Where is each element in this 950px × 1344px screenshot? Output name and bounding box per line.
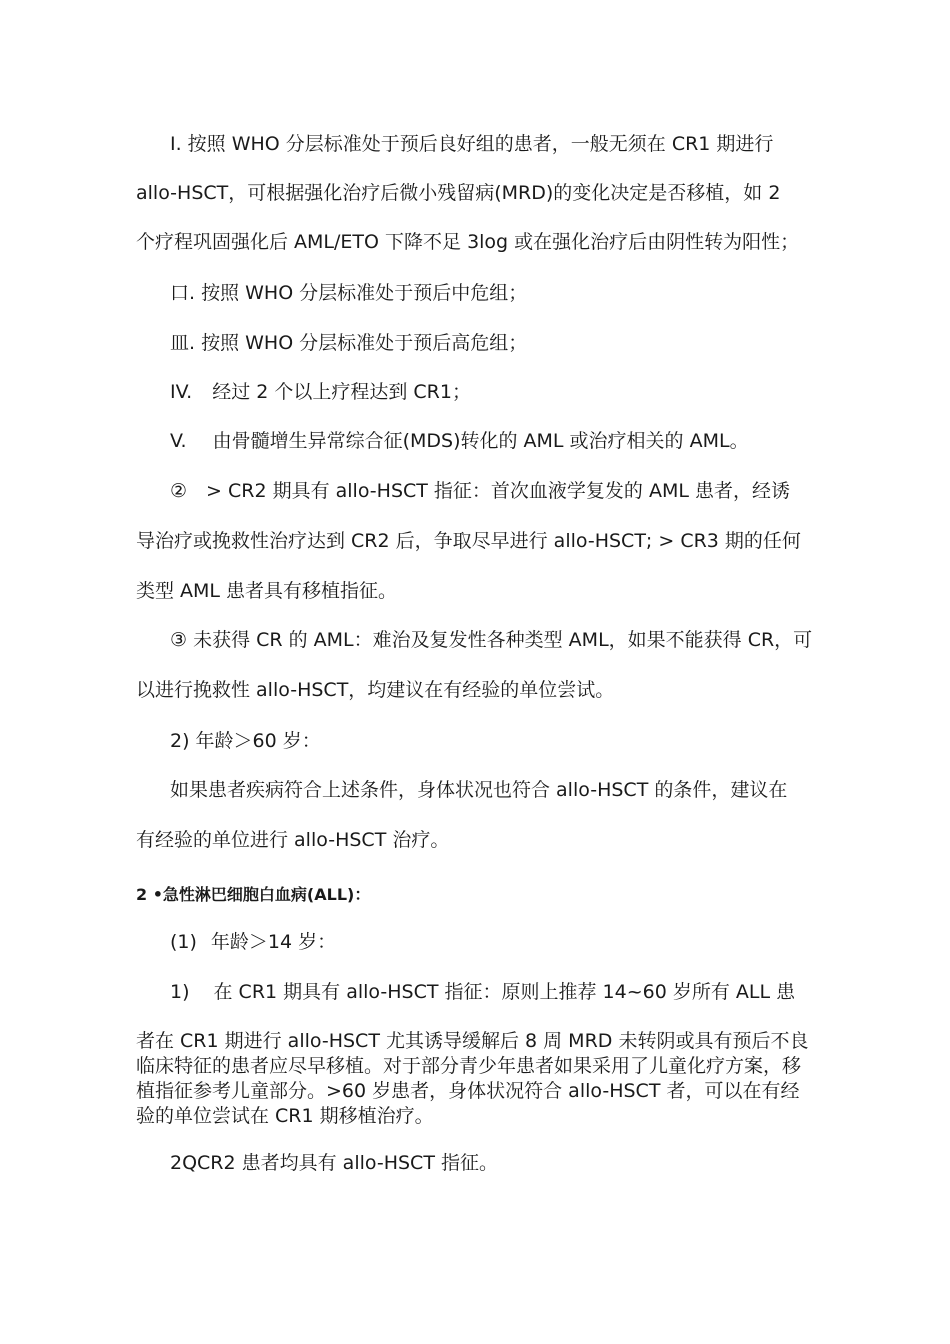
paragraph-line: 类型 AML 患者具有移植指征。 — [136, 580, 398, 602]
list-item-text: 在 CR1 期具有 allo-HSCT 指征：原则上推荐 14~60 岁所有 ALL 患 — [213, 981, 796, 1003]
paragraph-line: allo-HSCT，可根据强化治疗后微小残留病(MRD)的变化决定是否移植，如 2 — [136, 182, 781, 204]
paragraph-line: 有经验的单位进行 allo-HSCT 治疗。 — [136, 829, 450, 851]
paragraph-line: 2QCR2 患者均具有 allo-HSCT 指征。 — [170, 1152, 498, 1174]
paragraph-line: 以进行挽救性 allo-HSCT，均建议在有经验的单位尝试。 — [136, 679, 615, 701]
paragraph-line: 如果患者疾病符合上述条件，身体状况也符合 allo-HSCT 的条件，建议在 — [170, 779, 788, 801]
section-heading: 2 •急性淋巴细胞白血病(ALL)： — [136, 885, 371, 904]
list-item-label: (1) — [170, 931, 197, 953]
paragraph-line: Ⅰ. 按照 WHO 分层标准处于预后良好组的患者，一般无须在 CR1 期进行 — [170, 133, 774, 155]
list-item-label: 1) — [170, 981, 190, 1003]
list-item-label: V. — [170, 430, 187, 452]
paragraph-line: 口. 按照 WHO 分层标准处于预后中危组； — [170, 282, 528, 304]
paragraph-line: 皿. 按照 WHO 分层标准处于预后高危组； — [170, 332, 528, 354]
paragraph-line: 个疗程巩固强化后 AML/ETO 下降不足 3log 或在强化治疗后由阴性转为阳性； — [136, 231, 800, 253]
paragraph-line: 2) 年龄＞60 岁： — [170, 730, 321, 752]
list-item-text: 经过 2 个以上疗程达到 CR1； — [212, 381, 471, 403]
paragraph-line: 验的单位尝试在 CR1 期移植治疗。 — [136, 1105, 434, 1127]
list-item — [170, 428, 860, 454]
list-item — [170, 929, 860, 955]
paragraph-line: 临床特征的患者应尽早移植。对于部分青少年患者如果采用了儿童化疗方案，移 — [136, 1055, 802, 1077]
paragraph-line: 植指征参考儿童部分。>60 岁患者，身体状况符合 allo-HSCT 者，可以在有经 — [136, 1080, 800, 1102]
list-item-text: 年龄＞14 岁： — [210, 931, 337, 953]
paragraph-line: ② > CR2 期具有 allo-HSCT 指征：首次血液学复发的 AML 患者，经诱 — [170, 480, 790, 502]
paragraph-line: ③ 未获得 CR 的 AML：难治及复发性各种类型 AML，如果不能获得 CR，可 — [170, 629, 813, 651]
paragraph-line: 者在 CR1 期进行 allo-HSCT 尤其诱导缓解后 8 周 MRD 未转阴或具有预后不良 — [136, 1030, 809, 1052]
list-item-text: 由骨髓增生异常综合征(MDS)转化的 AML 或治疗相关的 AML。 — [212, 430, 749, 452]
list-item — [170, 979, 860, 1005]
paragraph-line: 导治疗或挽救性治疗达到 CR2 后，争取尽早进行 allo-HSCT; > CR3 期的任何 — [136, 530, 801, 552]
list-item-label: IV. — [170, 381, 193, 403]
list-item — [170, 379, 860, 405]
